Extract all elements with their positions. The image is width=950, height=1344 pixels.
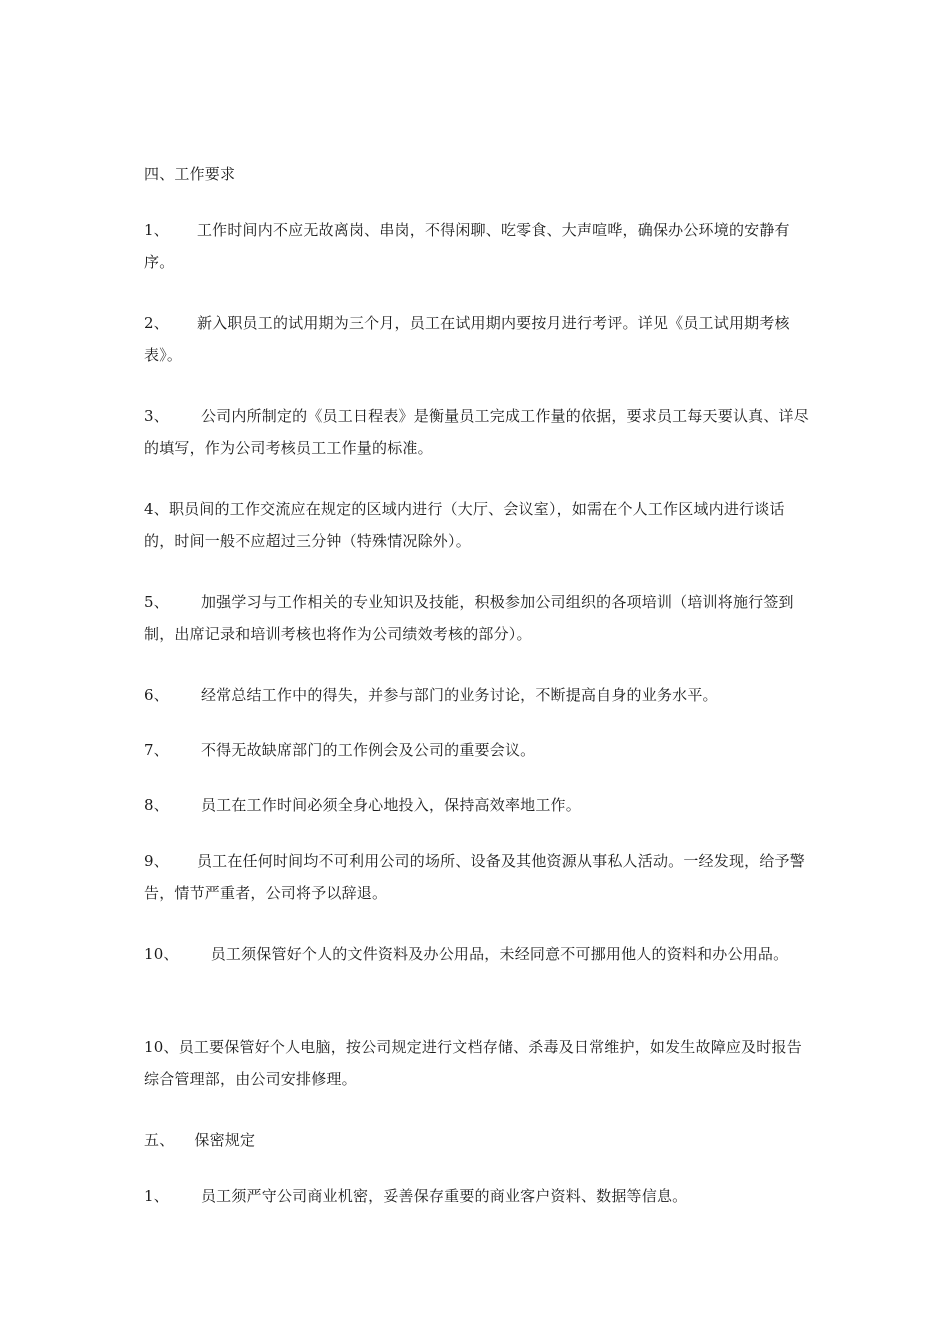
item-number: 1、 <box>144 221 169 239</box>
section-heading-confidentiality <box>144 1124 812 1156</box>
section-heading-text: 保密规定 <box>194 1131 256 1149</box>
list-item <box>144 307 812 371</box>
list-item <box>144 1180 812 1212</box>
item-number: 1、 <box>144 1187 169 1205</box>
list-item <box>144 1031 812 1095</box>
item-text: 员工在工作时间必须全身心地投入，保持高效率地工作。 <box>200 796 581 814</box>
item-text: 不得无故缺席部门的工作例会及公司的重要会议。 <box>200 741 536 759</box>
list-item <box>144 493 812 557</box>
list-item <box>144 789 812 821</box>
item-text: 工作时间内不应无故离岗、串岗，不得闲聊、吃零食、大声喧哗，确保办公环境的安静有序。 <box>144 221 790 271</box>
item-number: 4、 <box>144 500 169 518</box>
item-number: 9、 <box>144 852 169 870</box>
item-text: 经常总结工作中的得失，并参与部门的业务讨论，不断提高自身的业务水平。 <box>200 686 718 704</box>
item-text: 员工须严守公司商业机密，妥善保存重要的商业客户资料、数据等信息。 <box>200 1187 688 1205</box>
section-heading-work-requirements <box>144 158 812 190</box>
list-item <box>144 214 812 278</box>
item-number: 10、 <box>144 1038 179 1056</box>
item-text: 公司内所制定的《员工日程表》是衡量员工完成工作量的依据，要求员工每天要认真、详尽的填写，作为公司考核员工工作量的标准。 <box>144 407 809 457</box>
list-item <box>144 400 812 464</box>
section-heading-number: 五、 <box>144 1131 175 1149</box>
list-item <box>144 586 812 650</box>
section-heading-text: 四、工作要求 <box>144 165 236 183</box>
item-number: 6、 <box>144 686 169 704</box>
item-text: 员工须保管好个人的文件资料及办公用品，未经同意不可挪用他人的资料和办公用品。 <box>210 945 789 963</box>
item-number: 3、 <box>144 407 169 425</box>
item-text: 新入职员工的试用期为三个月，员工在试用期内要按月进行考评。详见《员工试用期考核表》。 <box>144 314 790 364</box>
item-number: 2、 <box>144 314 169 332</box>
list-item <box>144 734 812 766</box>
item-number: 5、 <box>144 593 169 611</box>
list-item <box>144 679 812 711</box>
item-text: 加强学习与工作相关的专业知识及技能，积极参加公司组织的各项培训（培训将施行签到制，出席记录和培训考核也将作为公司绩效考核的部分）。 <box>144 593 794 643</box>
item-text: 员工在任何时间均不可利用公司的场所、设备及其他资源从事私人活动。一经发现，给予警告，情节严重者，公司将予以辞退。 <box>144 852 805 902</box>
item-text: 职员间的工作交流应在规定的区域内进行（大厅、会议室），如需在个人工作区域内进行谈话的，时间一般不应超过三分钟（特殊情况除外）。 <box>144 500 785 550</box>
item-number: 10、 <box>144 945 179 963</box>
item-text: 员工要保管好个人电脑，按公司规定进行文档存储、杀毒及日常维护，如发生故障应及时报告综合管理部，由公司安排修理。 <box>144 1038 802 1088</box>
item-number: 8、 <box>144 796 169 814</box>
item-number: 7、 <box>144 741 169 759</box>
list-item <box>144 845 812 909</box>
list-item <box>144 938 812 970</box>
